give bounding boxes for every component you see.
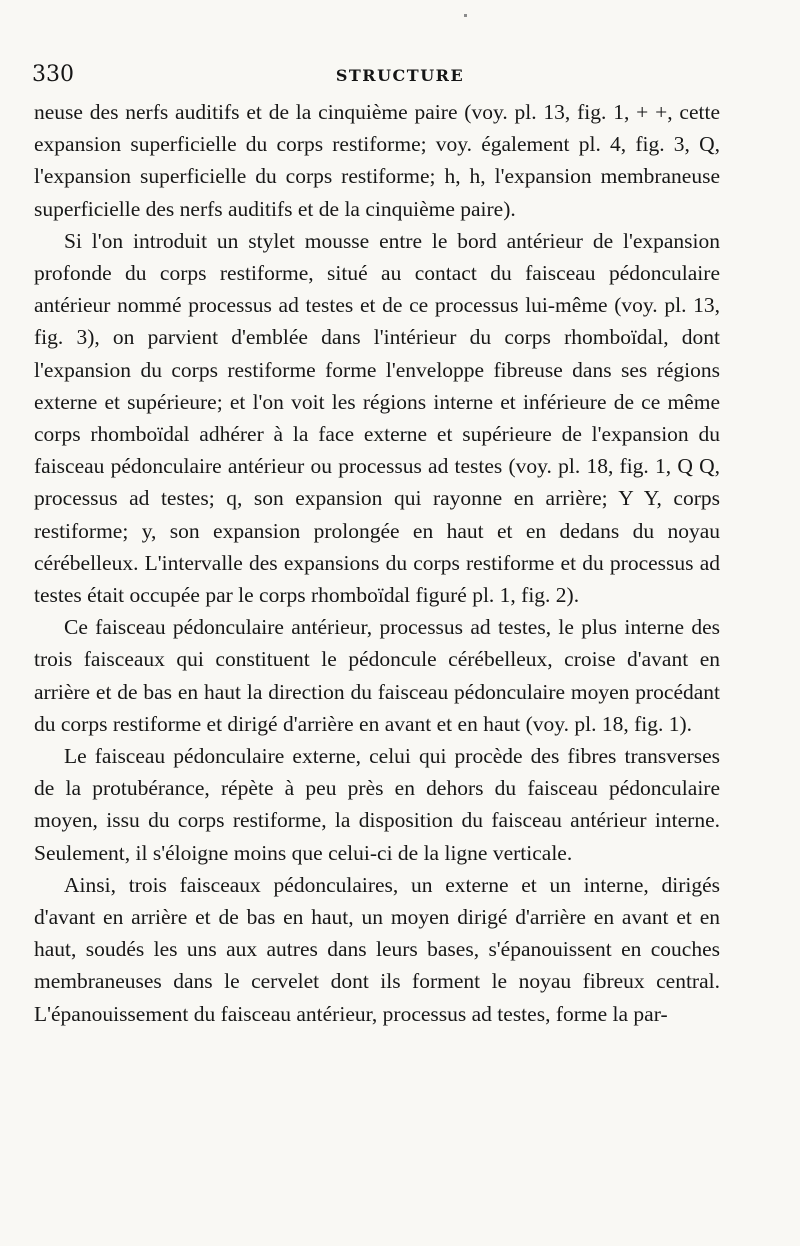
paragraph: Ainsi, trois faisceaux pédonculaires, un externe et un interne, dirigés d'avant en arrière et de bas en haut, un moyen dirigé d'arrière en avant et en haut, soudés les uns aux autres dans leurs bases, s'épanouissent en couches membraneuses dans le cervelet dont ils forment le noyau fibreux central. L'épanouissement du faisceau antérieur, processus ad testes, forme la par- — [34, 872, 720, 1026]
paragraph-continued: neuse des nerfs auditifs et de la cinquième paire (voy. pl. 13, fig. 1, + +, cette expansion superficielle du corps restiforme; voy. également pl. 4, fig. 3, Q, l'expansion superficielle du corps restiforme; h, h, l'expansion membraneuse superficielle des nerfs auditifs et de la cinquième paire). — [34, 100, 720, 221]
speck — [464, 14, 467, 17]
paragraph: Le faisceau pédonculaire externe, celui qui procède des fibres transverses de la protubérance, répète à peu près en dehors du faisceau pédonculaire moyen, issu du corps restiforme, la disposition du faisceau antérieur interne. Seulement, il s'éloigne moins que celui-ci de la ligne verticale. — [34, 744, 720, 865]
page-header — [30, 62, 770, 92]
paragraph: Si l'on introduit un stylet mousse entre le bord antérieur de l'expansion profonde du corps restiforme, situé au contact du faisceau pédonculaire antérieur nommé processus ad testes et de ce processus lui-même (voy. pl. 13, fig. 3), on parvient d'emblée dans l'intérieur du corps rhomboïdal, dont l'expansion du corps restiforme forme l'enveloppe fibreuse dans ses régions externe et supérieure; et l'on voit les régions interne et inférieure de ce même corps rhomboïdal adhérer à la face externe et supérieure de l'expansion du faisceau pédonculaire antérieur ou processus ad testes (voy. pl. 18, fig. 1, Q Q, processus ad testes; q, son expansion qui rayonne en arrière; Y Y, corps restiforme; y, son expansion prolongée en haut et en dedans du noyau cérébelleux. L'intervalle des expansions du corps restiforme et du processus ad testes était occupée par le corps rhomboïdal figuré pl. 1, fig. 2). — [34, 228, 720, 608]
page-number: 330 — [32, 62, 74, 87]
paragraph: Ce faisceau pédonculaire antérieur, processus ad testes, le plus interne des trois faisceaux qui constituent le pédoncule cérébelleux, croise d'avant en arrière et de bas en haut la direction du faisceau pédonculaire moyen procédant du corps restiforme et dirigé d'arrière en avant et en haut (voy. pl. 18, fig. 1). — [34, 615, 720, 736]
running-head: STRUCTURE — [335, 66, 465, 85]
body-text — [34, 96, 720, 1030]
